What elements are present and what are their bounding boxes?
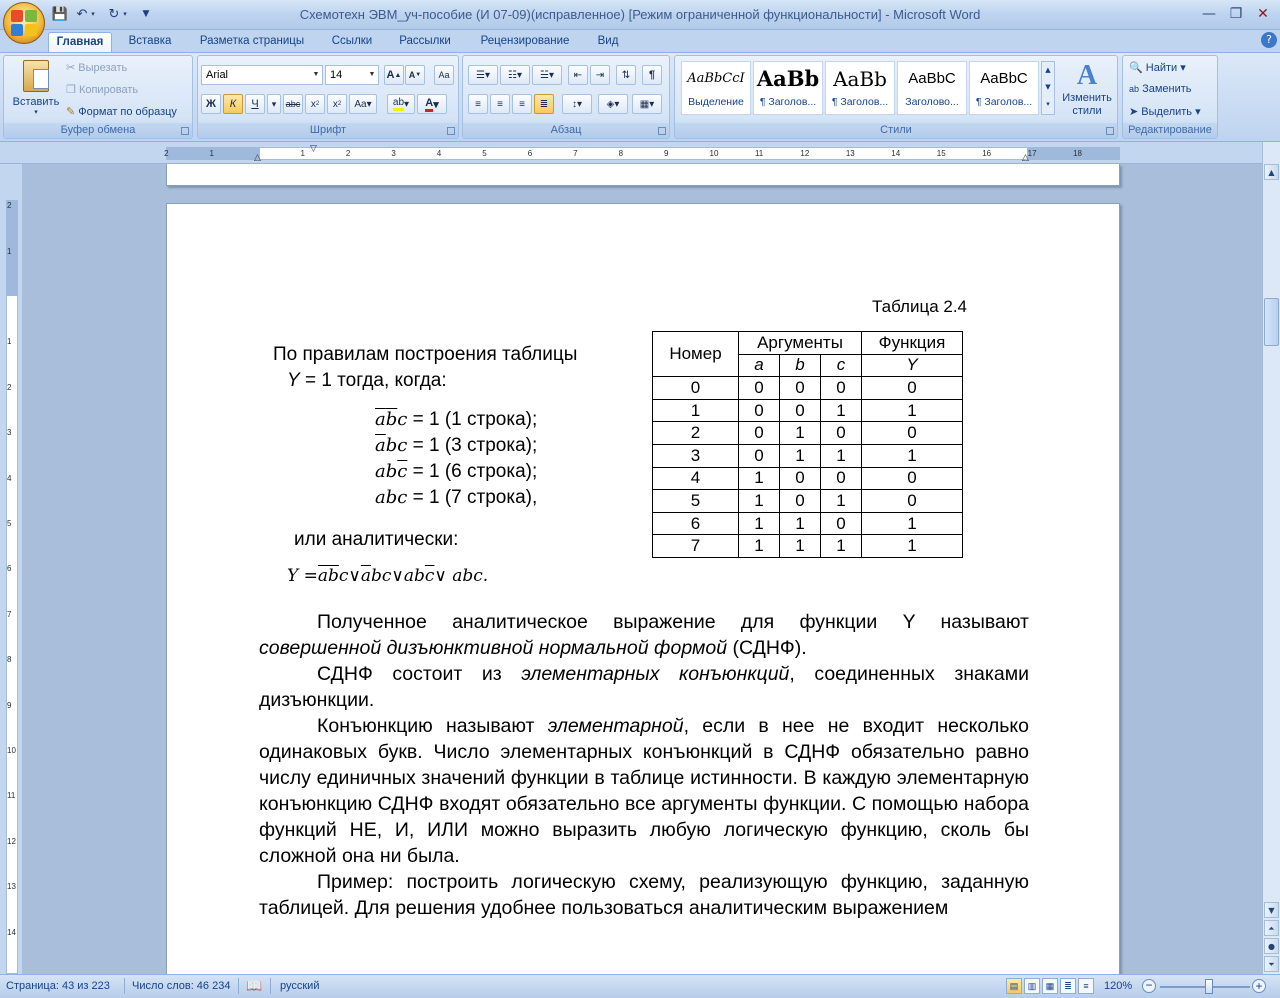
align-center-icon[interactable]: ≡ xyxy=(490,94,510,114)
left-text-line1: По правилам построения таблицы xyxy=(273,344,578,365)
chevron-down-icon[interactable]: ▼ xyxy=(1045,83,1051,91)
equation-2-text: = 1 (3 строка); xyxy=(407,435,538,456)
tab-view[interactable]: Вид xyxy=(597,35,619,47)
editing-group xyxy=(1122,55,1218,139)
equation-1: $\overline{a}\overline{b}c = 1$ (1 строка); xyxy=(375,409,538,430)
chevron-down-icon[interactable]: ▼ xyxy=(312,71,320,78)
paragraph-3: Конъюнкцию называют элементарной, если в нее не входит несколько одинаковых букв. Число элементарных конъюнкций в СДНФ обязательно равно числу единичных значений функции в таблице истинности. В каждую элементарную конъюнкцию СДНФ входят обязательно все аргументы функции. С помощью набора функций НЕ, И, ИЛИ можно выразить любую логическую функцию, сколь бы сложной она ни была. xyxy=(259,715,1029,867)
minimize-button[interactable]: — xyxy=(1202,6,1216,22)
style-preview: AaBb xyxy=(756,66,820,91)
redo-dropdown-icon[interactable]: ▾ xyxy=(123,10,127,18)
ruler-number: 2 xyxy=(164,149,169,158)
table-cell: 5 xyxy=(653,490,739,513)
styles-launcher-icon[interactable] xyxy=(1106,127,1114,135)
tab-review[interactable]: Рецензирование xyxy=(480,35,570,47)
status-separator xyxy=(124,978,125,994)
style-heading-3[interactable] xyxy=(897,61,967,115)
vertical-scrollbar[interactable] xyxy=(1262,142,1280,974)
equation-1-text: = 1 (1 строка); xyxy=(407,409,538,430)
format-painter-icon: ✎ xyxy=(66,106,76,118)
sdnf-formula: $Y =\overline{a}\overline{b}c\vee\overline{a}bc\vee ab\overline{c}\vee$ abc. xyxy=(287,566,489,586)
align-left-icon[interactable]: ≡ xyxy=(468,94,488,114)
zoom-slider-thumb[interactable] xyxy=(1205,979,1213,994)
equation-3-text: = 1 (6 строка); xyxy=(407,461,538,482)
table-cell: 1 xyxy=(821,535,862,558)
multilevel-list-icon[interactable]: ☱▾ xyxy=(532,65,562,85)
style-preview: AaBbCcI xyxy=(687,71,745,86)
header-a: a xyxy=(739,354,780,377)
style-preview: AaBb xyxy=(833,67,887,91)
editing-group-label: Редактирование xyxy=(1123,123,1217,138)
ruler-number: 14 xyxy=(891,149,901,158)
equation-4: abc = 1 (7 строка), xyxy=(375,487,538,508)
table-cell: 7 xyxy=(653,535,739,558)
tab-page-layout[interactable]: Разметка страницы xyxy=(199,35,305,47)
ruler-number: 1 xyxy=(209,149,214,158)
proofing-icon[interactable]: 📖 xyxy=(246,978,263,993)
align-right-icon[interactable]: ≡ xyxy=(512,94,532,114)
bold-icon[interactable]: Ж xyxy=(201,94,221,114)
font-launcher-icon[interactable] xyxy=(447,127,455,135)
vruler-number: 1 xyxy=(7,337,12,347)
table-cell: 3 xyxy=(653,444,739,467)
shading-icon[interactable]: ◈▾ xyxy=(598,94,628,114)
table-row xyxy=(653,535,963,558)
cursor-icon: ➤ xyxy=(1129,106,1139,118)
table-cell: 0 xyxy=(862,377,963,400)
paste-button[interactable] xyxy=(8,58,64,124)
style-heading-4[interactable] xyxy=(969,61,1039,115)
style-heading-2[interactable] xyxy=(825,61,895,115)
table-header-row xyxy=(653,332,963,355)
tab-insert[interactable]: Вставка xyxy=(128,35,172,47)
paragraph-group xyxy=(462,55,670,139)
font-name-value: Arial xyxy=(206,69,229,81)
redo-icon[interactable]: ↻ xyxy=(108,6,120,22)
table-cell: 0 xyxy=(739,377,780,400)
right-indent-icon[interactable]: △ xyxy=(1022,153,1029,163)
table-row xyxy=(653,444,963,467)
vruler-number: 4 xyxy=(7,473,12,483)
table-cell: 0 xyxy=(653,377,739,400)
status-separator xyxy=(270,978,271,994)
title-bar xyxy=(0,0,1280,30)
table-cell: 4 xyxy=(653,467,739,490)
ruler-number: 2 xyxy=(345,149,351,158)
style-preview: AaBbC xyxy=(980,70,1028,87)
table-cell: 1 xyxy=(653,399,739,422)
vruler-number: 6 xyxy=(7,564,12,574)
browse-object-icon[interactable]: ● xyxy=(1264,938,1279,954)
table-cell: 0 xyxy=(739,399,780,422)
restore-button[interactable]: ❐ xyxy=(1229,6,1243,22)
change-case-icon[interactable]: Aa▾ xyxy=(349,94,377,114)
pilcrow-icon[interactable]: ¶ xyxy=(642,65,662,85)
font-size-value: 14 xyxy=(330,69,343,81)
table-cell: 1 xyxy=(739,512,780,535)
undo-dropdown-icon[interactable]: ▾ xyxy=(91,10,95,18)
replace-button[interactable] xyxy=(1129,83,1192,95)
language[interactable]: русский xyxy=(280,980,320,992)
replace-label: Заменить xyxy=(1142,83,1192,95)
superscript-icon[interactable]: x 2 xyxy=(327,94,347,114)
paste-dropdown-icon[interactable]: ▾ xyxy=(34,108,38,116)
font-color-icon[interactable]: A ▾ xyxy=(417,94,447,114)
vruler-number: 12 xyxy=(7,836,16,846)
tab-home[interactable]: Главная xyxy=(48,32,112,52)
vertical-ruler[interactable] xyxy=(0,164,22,974)
office-logo-icon xyxy=(11,10,37,36)
font-group-label: Шрифт xyxy=(198,123,458,138)
shrink-font-icon[interactable]: A ▼ xyxy=(405,65,425,85)
select-button[interactable]: ➤ Выделить ▾ xyxy=(1129,106,1201,118)
find-label: Найти xyxy=(1145,62,1178,74)
word-count[interactable]: Число слов: 46 234 xyxy=(132,980,231,992)
style-name: Выделение xyxy=(688,96,744,108)
table-row xyxy=(653,399,963,422)
zoom-level[interactable]: 120% xyxy=(1104,980,1133,992)
table-caption: Таблица 2.4 xyxy=(872,297,968,316)
ribbon xyxy=(0,52,1280,142)
header-function: Функция xyxy=(862,332,963,355)
table-cell: 0 xyxy=(780,377,821,400)
paragraph-group-label: Абзац xyxy=(463,123,669,138)
equation-2: $\overline{a}bc = 1$ (3 строка); xyxy=(375,435,538,456)
zoom-out-icon[interactable]: − xyxy=(1142,979,1156,993)
style-heading-1[interactable] xyxy=(753,61,823,115)
table-cell: 1 xyxy=(821,399,862,422)
horizontal-ruler[interactable] xyxy=(0,142,1280,164)
scroll-thumb[interactable] xyxy=(1264,298,1279,346)
styles-scroll[interactable] xyxy=(1041,61,1055,115)
table-cell: 6 xyxy=(653,512,739,535)
line-spacing-icon[interactable]: ↕▾ xyxy=(562,94,592,114)
change-styles-label: Изменить стили xyxy=(1062,92,1112,117)
previous-page-icon[interactable]: ⏶ xyxy=(1264,920,1279,936)
vruler-track xyxy=(6,200,18,974)
replace-icon: ab xyxy=(1129,84,1140,94)
ruler-number: 3 xyxy=(391,149,396,158)
draft-icon[interactable]: ≡ xyxy=(1078,978,1094,994)
office-button[interactable] xyxy=(3,2,45,44)
print-layout-icon[interactable]: ▤ xyxy=(1006,978,1022,994)
table-cell: 1 xyxy=(780,444,821,467)
paragraph-4: Пример: построить логическую схему, реализующую функцию, заданную таблицей. Для решения удобнее пользоваться аналитическим выражением xyxy=(259,871,1029,919)
style-name: ¶ Заголов... xyxy=(759,96,817,108)
ruler-number: 6 xyxy=(527,149,533,158)
vruler-number: 2 xyxy=(7,201,12,211)
close-button[interactable]: ✕ xyxy=(1257,6,1269,22)
header-c: c xyxy=(821,354,862,377)
vruler-number: 3 xyxy=(7,428,12,438)
ruler-number: 12 xyxy=(800,149,810,158)
ruler-number: 13 xyxy=(845,149,855,158)
decrease-indent-icon[interactable]: ⇤ xyxy=(568,65,588,85)
ruler-number: 1 xyxy=(300,149,305,158)
justify-icon[interactable]: ≣ xyxy=(534,94,554,114)
borders-icon[interactable]: ▦▾ xyxy=(632,94,662,114)
format-painter-label: Формат по образцу xyxy=(78,106,177,118)
bullets-icon[interactable]: ☰▾ xyxy=(468,65,498,85)
select-label: Выделить xyxy=(1141,106,1193,118)
ruler-number: 18 xyxy=(1073,149,1082,158)
full-screen-reading-icon[interactable]: ▥ xyxy=(1024,978,1040,994)
styles-group-label: Стили xyxy=(675,123,1117,138)
styles-group xyxy=(674,55,1118,139)
clipboard-group-label: Буфер обмена xyxy=(4,123,192,138)
clipboard-group xyxy=(3,55,193,139)
table-cell: 0 xyxy=(862,467,963,490)
table-cell: 1 xyxy=(862,399,963,422)
scroll-up-icon[interactable]: ▲ xyxy=(1264,164,1279,180)
change-styles-button[interactable] xyxy=(1059,60,1115,118)
underline-dropdown-icon[interactable]: ▾ xyxy=(267,94,281,114)
vruler-number: 13 xyxy=(7,882,16,892)
table-cell: 0 xyxy=(821,512,862,535)
table-cell: 0 xyxy=(739,422,780,445)
highlight-icon[interactable]: ab ▾ xyxy=(387,94,415,114)
style-name: Заголово... xyxy=(905,96,959,108)
copy-label: Копировать xyxy=(78,84,139,96)
document-page[interactable] xyxy=(166,203,1120,983)
zoom-in-icon[interactable]: + xyxy=(1252,979,1266,993)
page-count[interactable]: Страница: 43 из 223 xyxy=(6,980,110,992)
find-button[interactable]: 🔍 Найти ▾ xyxy=(1129,62,1186,74)
ruler-number: 7 xyxy=(573,149,578,158)
increase-indent-icon[interactable]: ⇥ xyxy=(590,65,610,85)
table-cell: 1 xyxy=(739,535,780,558)
status-bar xyxy=(0,974,1280,998)
font-name-combo[interactable] xyxy=(201,65,323,85)
style-name: ¶ Заголов... xyxy=(831,96,889,108)
paste-icon xyxy=(23,60,49,92)
vruler-number: 1 xyxy=(7,246,12,256)
vruler-number: 2 xyxy=(7,382,12,392)
subscript-icon[interactable]: x 2 xyxy=(305,94,325,114)
analytic-label: или аналитически: xyxy=(294,529,459,550)
equation-3: $ab\overline{c} = 1$ (6 строка); xyxy=(375,461,538,482)
paste-label: Вставить xyxy=(12,96,60,108)
table-cell: 1 xyxy=(780,422,821,445)
table-cell: 0 xyxy=(780,467,821,490)
header-y: Y xyxy=(862,354,963,377)
chevron-down-icon[interactable]: ▼ xyxy=(368,71,376,78)
y-condition: = 1 тогда, когда: xyxy=(299,370,447,391)
header-b: b xyxy=(780,354,821,377)
save-icon[interactable]: 💾 xyxy=(51,6,69,22)
paragraph-2: СДНФ состоит из элементарных конъюнкций, соединенных знаками дизъюнкции. xyxy=(259,663,1029,711)
ruler-number: 8 xyxy=(618,149,624,158)
binoculars-icon: 🔍 xyxy=(1129,62,1143,74)
underline-icon[interactable]: Ч xyxy=(245,94,265,114)
strikethrough-icon[interactable]: abc xyxy=(283,94,303,114)
status-separator xyxy=(238,978,239,994)
copy-button[interactable] xyxy=(66,83,138,96)
copy-icon: ❐ xyxy=(66,84,76,96)
grow-font-icon[interactable]: A ▲ xyxy=(384,65,404,85)
tab-mailings[interactable]: Рассылки xyxy=(399,35,451,47)
table-cell: 0 xyxy=(821,422,862,445)
style-emphasis[interactable] xyxy=(681,61,751,115)
format-painter-button[interactable] xyxy=(66,105,177,118)
vruler-number: 9 xyxy=(7,700,12,710)
sort-icon[interactable]: ⇅ xyxy=(616,65,636,85)
table-row xyxy=(653,467,963,490)
table-row xyxy=(653,490,963,513)
previous-page-bottom xyxy=(166,164,1120,186)
table-cell: 0 xyxy=(862,422,963,445)
chevron-up-icon[interactable]: ▲ xyxy=(1045,66,1051,74)
vruler-number: 5 xyxy=(7,519,12,528)
table-cell: 0 xyxy=(821,377,862,400)
scroll-down-icon[interactable]: ▼ xyxy=(1264,902,1279,918)
ruler-number: 4 xyxy=(436,149,442,158)
table-row xyxy=(653,377,963,400)
font-group xyxy=(197,55,459,139)
ruler-number: 17 xyxy=(1027,149,1037,158)
clipboard-launcher-icon[interactable] xyxy=(181,127,189,135)
table-cell: 0 xyxy=(780,399,821,422)
font-size-combo[interactable] xyxy=(325,65,379,85)
header-number: Номер xyxy=(653,332,739,377)
table-cell: 0 xyxy=(780,490,821,513)
vruler-number: 11 xyxy=(7,791,16,801)
table-cell: 0 xyxy=(739,444,780,467)
help-icon[interactable]: ? xyxy=(1261,32,1277,48)
undo-icon[interactable]: ↶ xyxy=(76,6,88,22)
italic-icon[interactable]: К xyxy=(223,94,243,114)
truth-table xyxy=(652,331,963,558)
equation-4-text: = 1 (7 строка), xyxy=(407,487,538,508)
ruler-number: 16 xyxy=(982,149,992,158)
hanging-indent-icon[interactable]: △ xyxy=(254,153,261,163)
next-page-icon[interactable]: ⏷ xyxy=(1264,956,1279,972)
ribbon-tabs xyxy=(0,30,1280,52)
window-title: Схемотехн ЭВМ_уч-пособие (И 07-09)(исправленное) [Режим ограниченной функциональности] - Microsoft Word xyxy=(299,7,981,22)
body-text xyxy=(259,609,1029,921)
table-body xyxy=(653,377,963,558)
table-cell: 1 xyxy=(780,535,821,558)
cut-button[interactable] xyxy=(66,61,127,74)
tab-references[interactable]: Ссылки xyxy=(331,35,373,47)
ruler-number: 5 xyxy=(482,149,487,158)
customize-qat-icon[interactable]: ▼ xyxy=(142,9,150,19)
table-row xyxy=(653,512,963,535)
change-styles-icon: A xyxy=(1076,60,1098,91)
web-layout-icon[interactable]: ▦ xyxy=(1042,978,1058,994)
vruler-number: 14 xyxy=(7,927,16,937)
table-cell: 1 xyxy=(780,512,821,535)
ruler-number: 10 xyxy=(709,149,719,158)
table-cell: 1 xyxy=(739,467,780,490)
paragraph-launcher-icon[interactable] xyxy=(658,127,666,135)
table-cell: 1 xyxy=(821,490,862,513)
vruler-number: 8 xyxy=(7,655,12,665)
clear-formatting-icon[interactable]: Aa xyxy=(434,65,454,85)
style-name: ¶ Заголов... xyxy=(975,96,1033,108)
table-cell: 2 xyxy=(653,422,739,445)
first-line-indent-icon[interactable]: ▽ xyxy=(310,144,317,154)
more-icon[interactable]: ▾ xyxy=(1046,100,1050,108)
numbering-icon[interactable]: ☷▾ xyxy=(500,65,530,85)
header-arguments: Аргументы xyxy=(739,332,862,355)
table-row xyxy=(653,422,963,445)
left-text-line2: Y = 1 тогда, когда: xyxy=(287,370,447,391)
table-cell: 1 xyxy=(862,512,963,535)
table-cell: 1 xyxy=(862,444,963,467)
ruler-number: 9 xyxy=(664,149,669,158)
paragraph-1: Полученное аналитическое выражение для функции Y называют совершенной дизъюнктивной нормальной формой (СДНФ). xyxy=(259,611,1029,659)
vruler-number: 7 xyxy=(7,609,12,619)
table-cell: 1 xyxy=(821,444,862,467)
vruler-number: 10 xyxy=(7,746,16,755)
cut-icon: ✂ xyxy=(66,62,76,74)
ruler-number: 11 xyxy=(754,149,764,158)
outline-icon[interactable]: ≣ xyxy=(1060,978,1076,994)
table-cell: 1 xyxy=(739,490,780,513)
cut-label: Вырезать xyxy=(78,62,128,74)
table-cell: 0 xyxy=(821,467,862,490)
table-cell: 0 xyxy=(862,490,963,513)
style-preview: AaBbC xyxy=(908,70,956,87)
ruler-number: 15 xyxy=(936,149,946,158)
table-cell: 1 xyxy=(862,535,963,558)
